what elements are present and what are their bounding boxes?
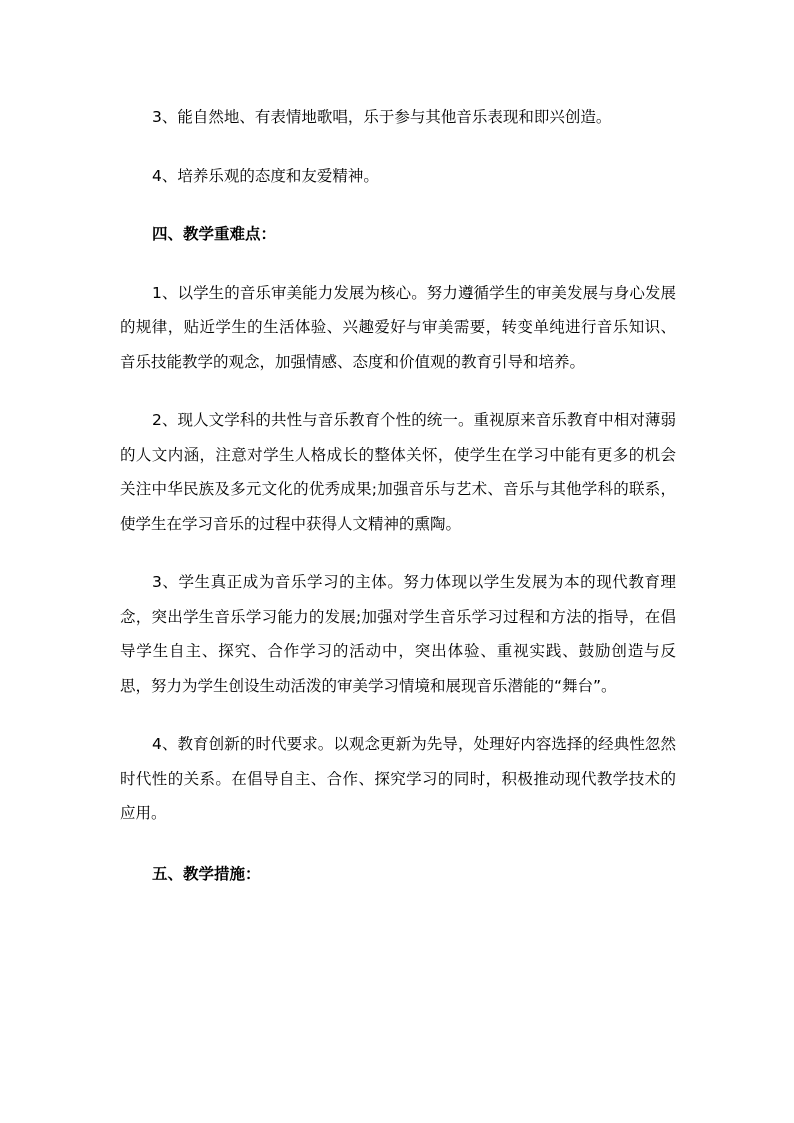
document-body (120, 100, 676, 891)
paragraph-spacer (120, 379, 676, 403)
paragraph-spacer (120, 193, 676, 217)
objective-item-3: 3、能自然地、有表情地歌唱，乐于参与其他音乐表现和即兴创造。 (152, 108, 612, 126)
objective-item-4: 4、培养乐观的态度和友爱精神。 (152, 166, 379, 185)
section-heading-measures: 五、教学措施： (152, 864, 261, 883)
key-point-2: 2、现人文学科的共性与音乐教育个性的统一。重视原来音乐教育中相对薄弱的人文内涵，注意对学生人格成长的整体关怀，使学生在学习中能有更多的机会关注中华民族及多元文化的优秀成果;加强音乐与艺术、音乐与其他学科的联系，使学生在学习音乐的过程中获得人文精神的熏陶。 (120, 411, 676, 533)
key-point-4: 4、教育创新的时代要求。以观念更新为先导，处理好内容选择的经典性忽然时代性的关系。在倡导自主、合作、探究学习的同时，积极推动现代教学技术的应用。 (120, 735, 676, 822)
paragraph-spacer (120, 135, 676, 159)
paragraph-spacer (120, 703, 676, 727)
section-heading-key-points: 四、教学重难点： (152, 225, 277, 243)
paragraph-spacer (120, 541, 676, 565)
key-point-3: 3、学生真正成为音乐学习的主体。努力体现以学生发展为本的现代教育理念，突出学生音乐学习能力的发展;加强对学生音乐学习过程和方法的指导，在倡导学生自主、探究、合作学习的活动中，突出体验、重视实践、鼓励创造与反思，努力为学生创设生动活泼的审美学习情境和展现音乐潜能的“舞台”。 (120, 573, 676, 695)
key-point-1: 1、以学生的音乐审美能力发展为核心。努力遵循学生的审美发展与身心发展的规律，贴近学生的生活体验、兴趣爱好与审美需要，转变单纯进行音乐知识、音乐技能教学的观念，加强情感、态度和价值观的教育引导和培养。 (120, 283, 676, 371)
paragraph-spacer (120, 252, 676, 276)
paragraph-spacer (120, 831, 676, 857)
